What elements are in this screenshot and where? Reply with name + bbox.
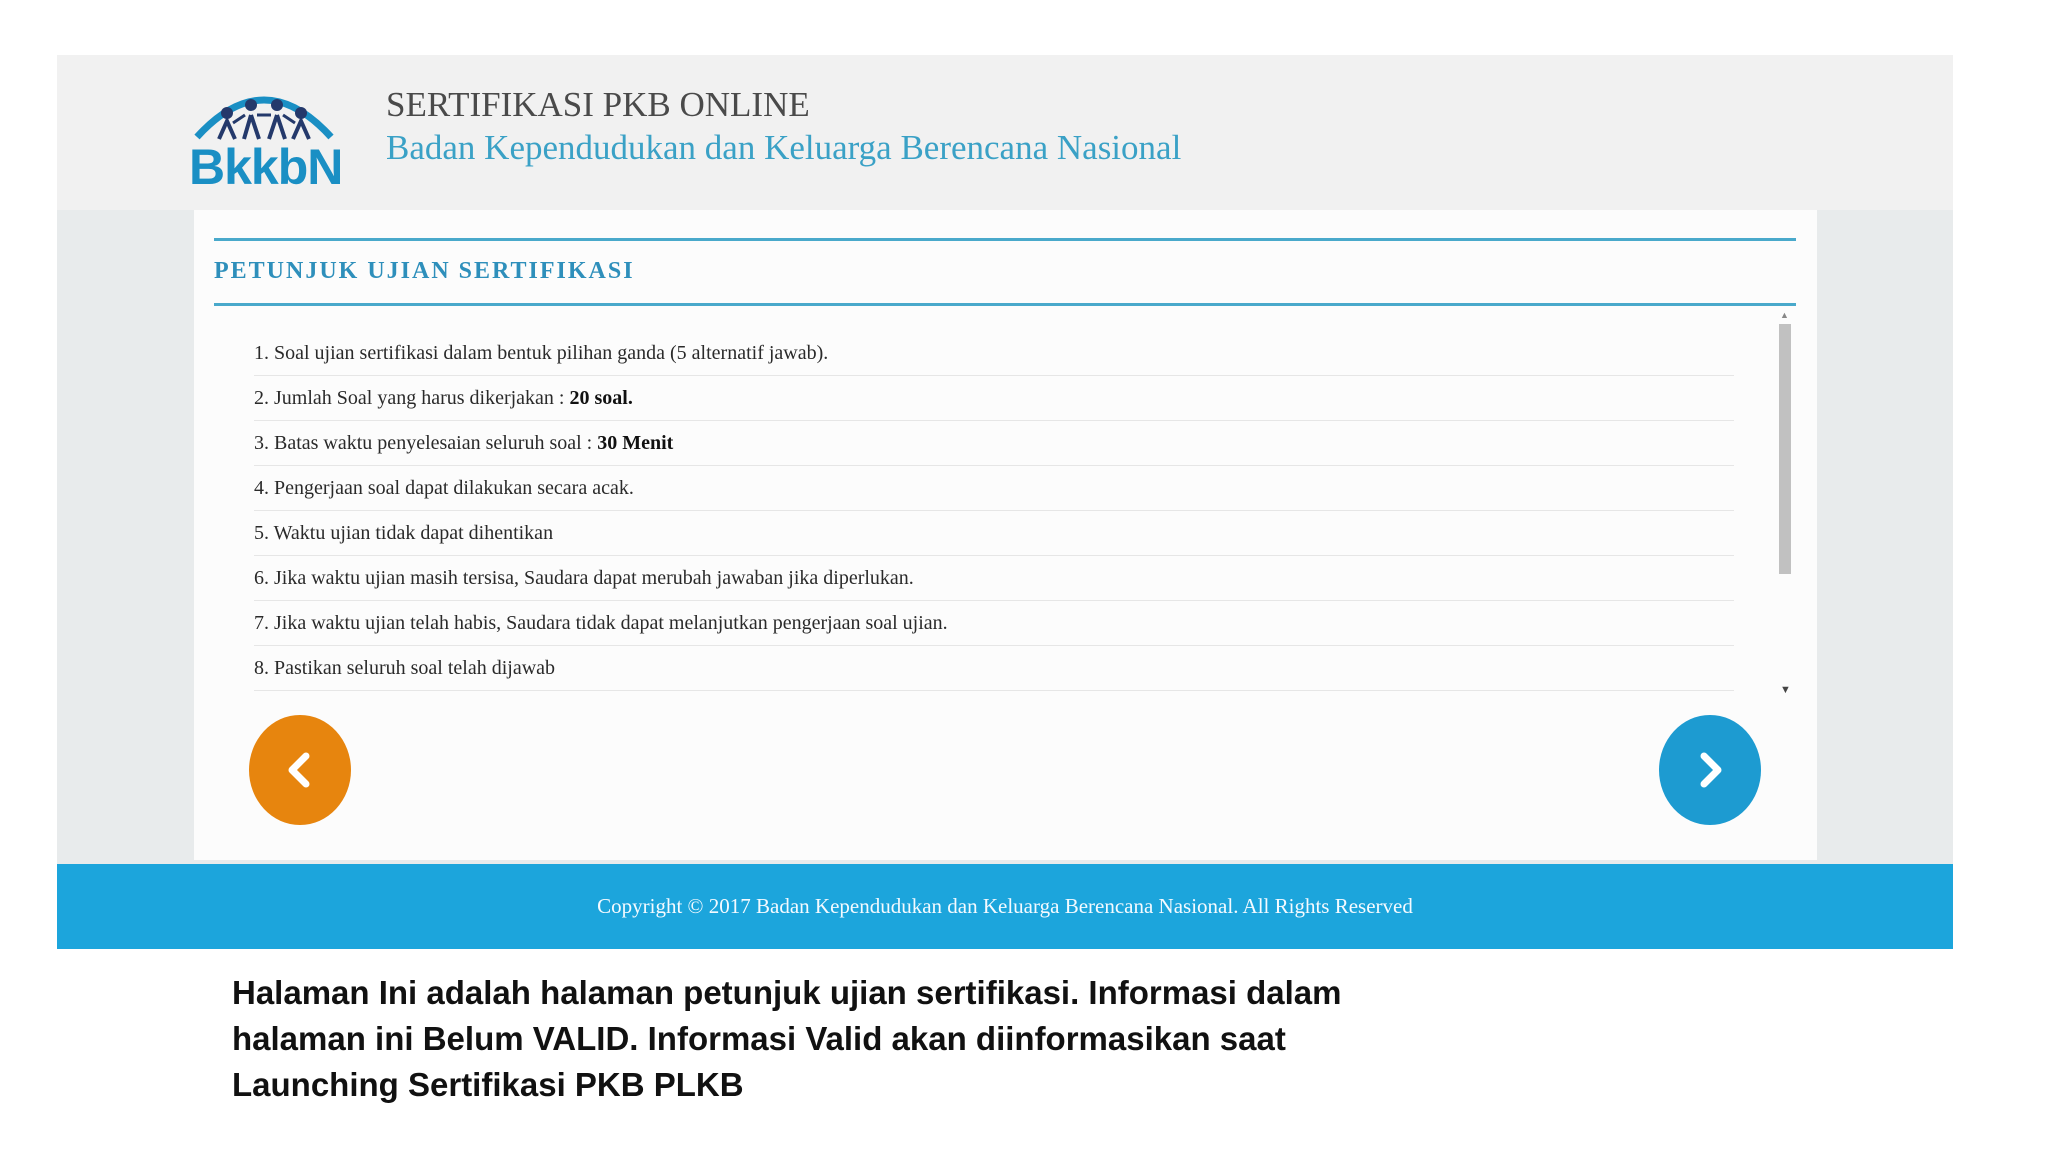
list-item: 4. Pengerjaan soal dapat dilakukan secara acak. xyxy=(254,466,1734,511)
list-item: 1. Soal ujian sertifikasi dalam bentuk pilihan ganda (5 alternatif jawab). xyxy=(254,331,1734,376)
site-subtitle: Badan Kependudukan dan Keluarga Berencana Nasional xyxy=(386,128,1182,167)
list-item: 3. Batas waktu penyelesaian seluruh soal : 30 Menit xyxy=(254,421,1734,466)
caption-line: Halaman Ini adalah halaman petunjuk ujian sertifikasi. Informasi dalam xyxy=(232,974,1342,1011)
list-item: 5. Waktu ujian tidak dapat dihentikan xyxy=(254,511,1734,556)
scroll-thumb[interactable] xyxy=(1779,324,1791,574)
caption-line: halaman ini Belum VALID. Informasi Valid akan diinformasikan saat xyxy=(232,1020,1286,1057)
family-arc-icon xyxy=(189,75,339,145)
page-title: PETUNJUK UJIAN SERTIFIKASI xyxy=(214,258,635,284)
next-button[interactable] xyxy=(1659,715,1761,825)
chevron-left-icon xyxy=(280,750,320,790)
chevron-right-icon xyxy=(1690,750,1730,790)
logo-text: BkkbN xyxy=(189,139,343,195)
instructions-panel xyxy=(194,210,1817,860)
list-item: 8. Pastikan seluruh soal telah dijawab xyxy=(254,646,1734,691)
scroll-up-icon[interactable]: ▲ xyxy=(1780,310,1789,320)
scrollbar[interactable] xyxy=(1775,308,1795,696)
previous-button[interactable] xyxy=(249,715,351,825)
site-title: SERTIFIKASI PKB ONLINE xyxy=(386,85,810,124)
site-footer xyxy=(57,864,1953,949)
bkkbn-logo xyxy=(189,75,343,195)
panel-heading xyxy=(214,238,1796,306)
instructions-list xyxy=(254,331,1734,691)
copyright-text: Copyright © 2017 Badan Kependudukan dan Keluarga Berencana Nasional. All Rights Reserved xyxy=(597,894,1413,918)
caption xyxy=(232,970,1482,1108)
site-header xyxy=(57,55,1953,210)
caption-line: Launching Sertifikasi PKB PLKB xyxy=(232,1066,744,1103)
list-item: 7. Jika waktu ujian telah habis, Saudara tidak dapat melanjutkan pengerjaan soal ujian. xyxy=(254,601,1734,646)
list-item: 2. Jumlah Soal yang harus dikerjakan : 20 soal. xyxy=(254,376,1734,421)
scroll-down-icon[interactable]: ▼ xyxy=(1780,684,1791,696)
header-text xyxy=(386,83,1181,169)
browser-page xyxy=(57,55,1953,949)
list-item: 6. Jika waktu ujian masih tersisa, Saudara dapat merubah jawaban jika diperlukan. xyxy=(254,556,1734,601)
